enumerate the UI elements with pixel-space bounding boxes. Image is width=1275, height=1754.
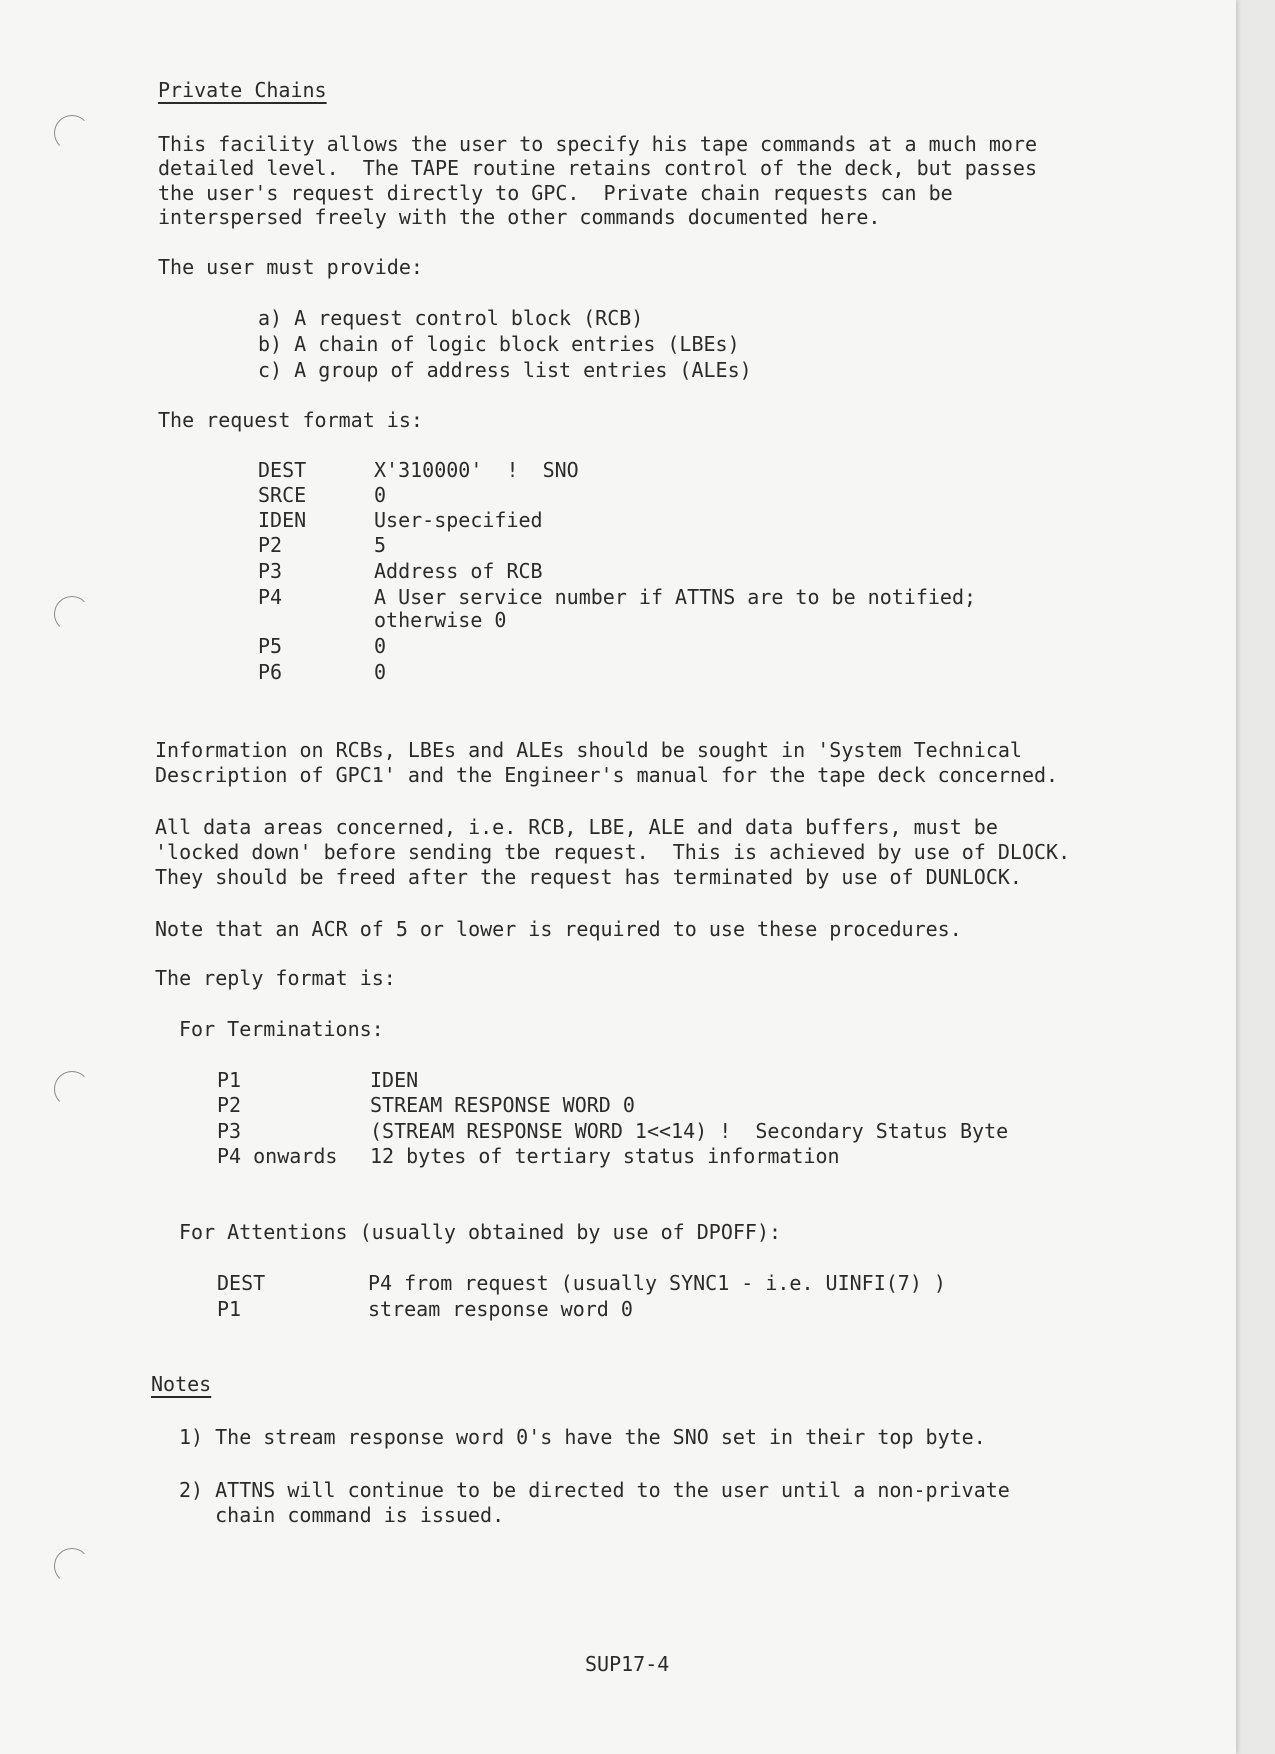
- field-value: IDEN: [370, 1068, 419, 1092]
- field-name: P4 onwards: [217, 1144, 338, 1168]
- text-line: All data areas concerned, i.e. RCB, LBE, ALE and data buffers, must be: [155, 815, 998, 839]
- field-name: P2: [217, 1093, 242, 1117]
- field-name: DEST: [258, 458, 307, 482]
- field-name: P4: [258, 585, 283, 609]
- text-line: 'locked down' before sending tbe request. This is achieved by use of DLOCK.: [155, 840, 1071, 864]
- field-value: 0: [374, 483, 387, 507]
- field-name: P2: [258, 533, 283, 557]
- field-value: A User service number if ATTNS are to be notified;: [374, 585, 977, 609]
- reply-format-label: The reply format is:: [155, 966, 396, 990]
- list-item: b) A chain of logic block entries (LBEs): [258, 332, 740, 356]
- punch-hole: [54, 1071, 90, 1107]
- page-footer: SUP17-4: [585, 1652, 670, 1676]
- field-name: DEST: [217, 1271, 266, 1295]
- text-line: This facility allows the user to specify his tape commands at a much more: [158, 132, 1037, 156]
- field-value: 0: [374, 660, 387, 684]
- field-name: P3: [258, 559, 283, 583]
- field-value: P4 from request (usually SYNC1 - i.e. UINFI(7) ): [368, 1271, 946, 1295]
- text-line: Information on RCBs, LBEs and ALEs should be sought in 'System Technical: [155, 738, 1022, 762]
- notes-heading: Notes: [151, 1372, 212, 1396]
- page-title: Private Chains: [158, 78, 327, 102]
- field-value: STREAM RESPONSE WORD 0: [370, 1093, 635, 1117]
- punch-hole: [54, 1548, 90, 1584]
- field-value: 0: [374, 634, 387, 658]
- text-line: the user's request directly to GPC. Private chain requests can be: [158, 181, 953, 205]
- field-value: (STREAM RESPONSE WORD 1<<14) ! Secondary Status Byte: [370, 1119, 1009, 1143]
- list-item: c) A group of address list entries (ALEs): [258, 358, 752, 382]
- acr-note: Note that an ACR of 5 or lower is required to use these procedures.: [155, 917, 962, 941]
- field-value: X'310000' ! SNO: [374, 458, 579, 482]
- list-item: a) A request control block (RCB): [258, 306, 644, 330]
- text-line: They should be freed after the request has terminated by use of DUNLOCK.: [155, 865, 1022, 889]
- must-provide-label: The user must provide:: [158, 255, 423, 279]
- field-name: P3: [217, 1119, 242, 1143]
- text-line: interspersed freely with the other commands documented here.: [158, 205, 881, 229]
- text-line: detailed level. The TAPE routine retains control of the deck, but passes: [158, 156, 1037, 180]
- field-value: otherwise 0: [374, 608, 507, 632]
- attentions-label: For Attentions (usually obtained by use of DPOFF):: [179, 1220, 782, 1244]
- field-name: P1: [217, 1297, 242, 1321]
- punch-hole: [54, 596, 90, 632]
- field-value: Address of RCB: [374, 559, 543, 583]
- note-item-continuation: chain command is issued.: [179, 1503, 505, 1527]
- field-name: P1: [217, 1068, 242, 1092]
- request-format-label: The request format is:: [158, 408, 423, 432]
- text-line: Description of GPC1' and the Engineer's manual for the tape deck concerned.: [155, 763, 1059, 787]
- note-item: 2) ATTNS will continue to be directed to the user until a non-private: [179, 1478, 1010, 1502]
- field-value: stream response word 0: [368, 1297, 633, 1321]
- punch-hole: [54, 115, 90, 151]
- field-value: User-specified: [374, 508, 543, 532]
- field-name: SRCE: [258, 483, 307, 507]
- terminations-label: For Terminations:: [179, 1017, 384, 1041]
- field-name: P5: [258, 634, 283, 658]
- field-value: 5: [374, 533, 387, 557]
- field-name: IDEN: [258, 508, 307, 532]
- note-item: 1) The stream response word 0's have the SNO set in their top byte.: [179, 1425, 986, 1449]
- field-value: 12 bytes of tertiary status information: [370, 1144, 840, 1168]
- field-name: P6: [258, 660, 283, 684]
